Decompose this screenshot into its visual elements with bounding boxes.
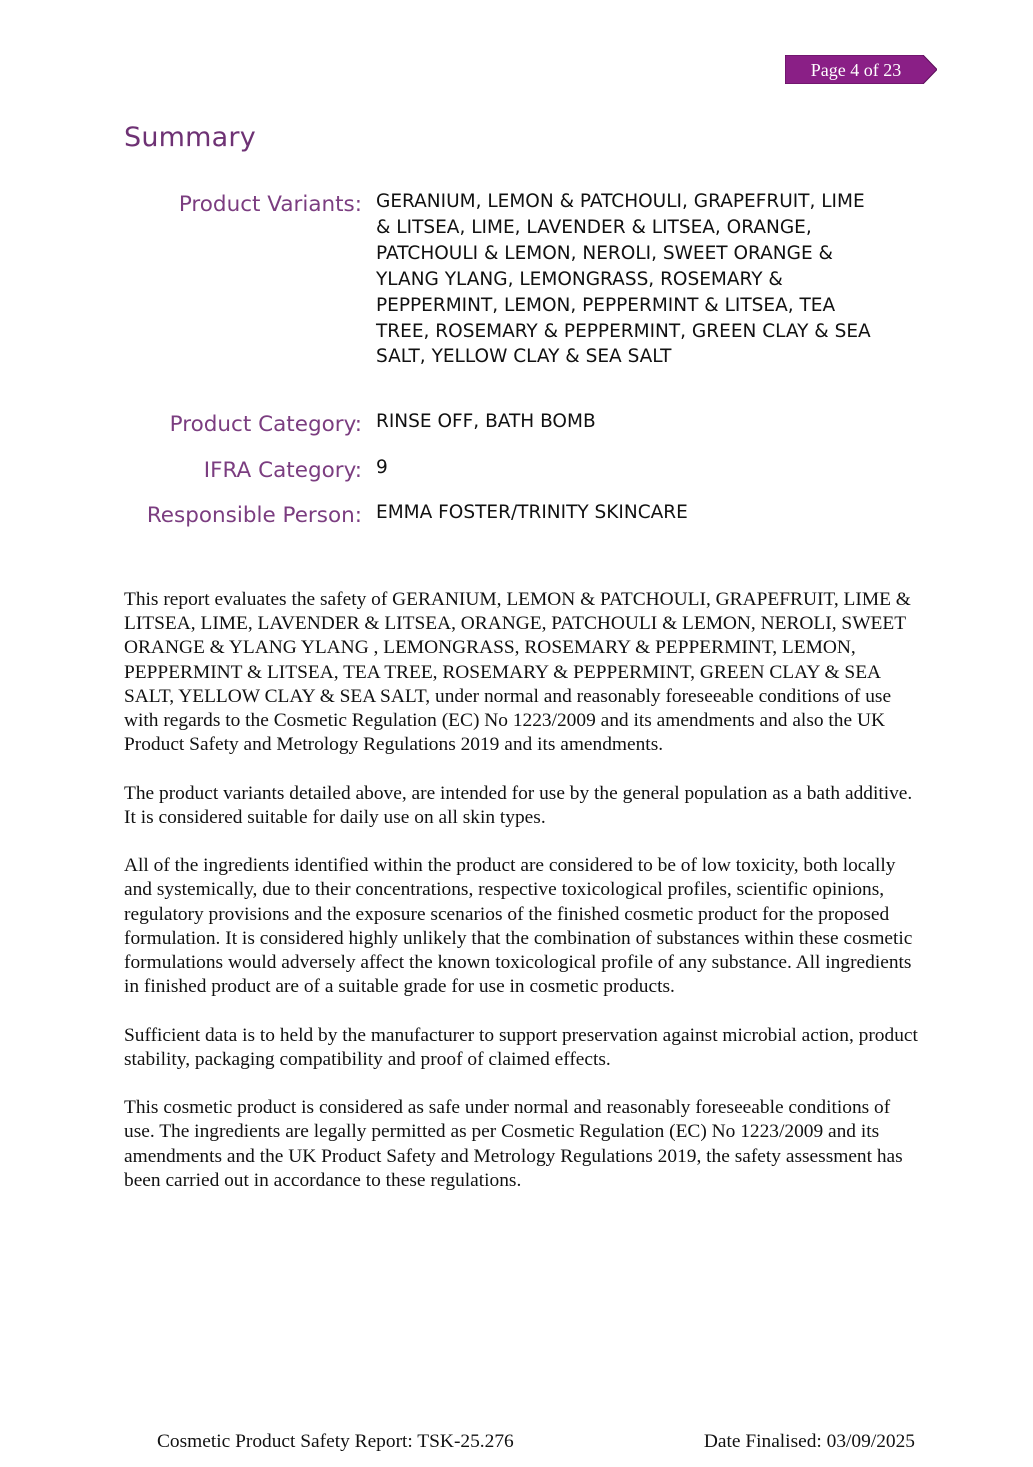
footer-report-reference: Cosmetic Product Safety Report: TSK-25.276 xyxy=(157,1431,514,1452)
paragraph-data-held: Sufficient data is to held by the manufacturer to support preservation against microbial action, product stability, packaging compatibility and proof of claimed effects. xyxy=(124,1024,918,1070)
report-body xyxy=(124,588,924,1217)
paragraph-scope: This report evaluates the safety of GERANIUM, LEMON & PATCHOULI, GRAPEFRUIT, LIME & LITSEA, LIME, LAVENDER & LITSEA, ORANGE, PATCHOULI & LEMON, NEROLI, SWEET ORANGE & YLANG YLANG , LEMONGRASS, ROSEMARY & PEPPERMINT, LEMON, PEPPERMINT & LITSEA, TEA TREE, ROSEMARY & PEPPERMINT, GREEN CLAY & SEA SALT, YELLOW CLAY & SEA SALT, under normal and reasonably foreseeable conditions of use with regards to the Cosmetic Regulation (EC) No 1223/2009 and its amendments and also the UK Product Safety and Metrology Regulations 2019 and its amendments. xyxy=(124,589,911,756)
responsible-person-value: EMMA FOSTER/TRINITY SKINCARE xyxy=(376,502,688,523)
summary-title: Summary xyxy=(124,122,256,153)
paragraph-intended-use: The product variants detailed above, are intended for use by the general population as a bath additive. It is considered suitable for daily use on all skin types. xyxy=(124,782,913,828)
product-category-label: Product Category: xyxy=(169,412,362,437)
ifra-category-label: IFRA Category: xyxy=(203,458,362,483)
responsible-person-label: Responsible Person: xyxy=(146,503,362,528)
footer-date-finalised: Date Finalised: 03/09/2025 xyxy=(703,1431,915,1452)
ifra-category-value: 9 xyxy=(376,457,388,478)
product-category-value: RINSE OFF, BATH BOMB xyxy=(376,411,596,432)
product-variants-value: GERANIUM, LEMON & PATCHOULI, GRAPEFRUIT, LIME & LITSEA, LIME, LAVENDER & LITSEA, ORANGE, PATCHOULI & LEMON, NEROLI, SWEET ORANGE & YLANG YLANG, LEMONGRASS, ROSEMARY & PEPPERMINT, LEMON, PEPPERMINT & LITSEA, TEA TREE, ROSEMARY & PEPPERMINT, GREEN CLAY & SEA SALT, YELLOW CLAY & SEA SALT xyxy=(376,191,871,368)
page-indicator-text: Page 4 of 23 xyxy=(810,60,902,80)
page-indicator-badge xyxy=(785,55,937,84)
product-variants-label: Product Variants: xyxy=(178,192,362,217)
paragraph-toxicity: All of the ingredients identified within the product are considered to be of low toxicity, both locally and systemically, due to their concentrations, respective toxicological profiles, scientific opinions, regulatory provisions and the exposure scenarios of the finished cosmetic product for the proposed formulation. It is considered highly unlikely that the combination of substances within these cosmetic formulations would adversely affect the known toxicological profile of any substance. All ingredients in finished product are of a suitable grade for use in cosmetic products. xyxy=(124,855,913,998)
paragraph-conclusion: This cosmetic product is considered as safe under normal and reasonably foreseeable conditions of use. The ingredients are legally permitted as per Cosmetic Regulation (EC) No 1223/2009 and its amendments and the UK Product Safety and Metrology Regulations 2019, the safety assessment has been carried out in accordance to these regulations. xyxy=(124,1097,903,1191)
